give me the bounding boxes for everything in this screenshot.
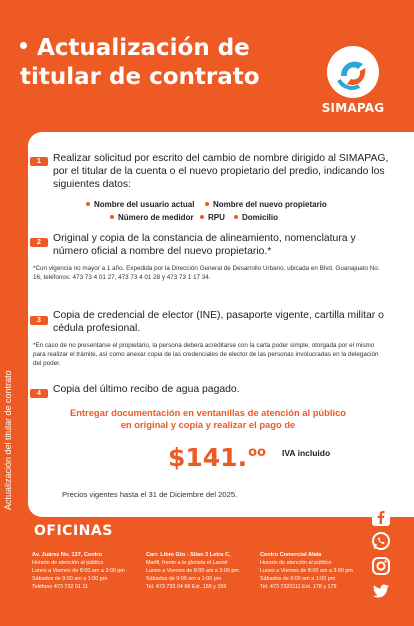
bullet-item: Número de medidor bbox=[110, 213, 194, 222]
offices-title: OFICINAS bbox=[34, 523, 113, 539]
office-line: Sábados de 9:00 am a 1:00 pm bbox=[146, 576, 222, 582]
bullet-item: Nombre del usuario actual bbox=[86, 200, 194, 209]
delivery-line-2: en original y copia y realizar el pago de bbox=[120, 419, 296, 430]
instagram-icon[interactable] bbox=[371, 556, 391, 576]
bullet-item: RPU bbox=[200, 213, 225, 222]
title-line-2: titular de contrato bbox=[20, 64, 260, 90]
office-line: Lunes a Viernes de 8:00 am a 3:00 pm bbox=[146, 568, 239, 574]
step-note: *Con vigencia no mayor a 1 año. Expedida por la Dirección General de Desarrollo Urbano, ubicada en Blvd. Guanajuato No. 16, teléfonos: 473 73 4 01 27, 473 73 4 01 28 y 473 73 1 17 34. bbox=[33, 265, 380, 281]
tax-note: IVA incluido bbox=[282, 448, 331, 458]
step-number: 3 bbox=[30, 316, 48, 325]
office-line: Sábados de 9:00 am a 1:00 pm bbox=[32, 576, 108, 582]
step-number: 1 bbox=[30, 157, 48, 166]
step-text: Realizar solicitud por escrito del cambio de nombre dirigido al SIMAPAG, por el titular de la cuenta o el nuevo propietario del predio, indicando los siguientes datos: bbox=[53, 153, 389, 190]
office-line: Lunes a Viernes de 8:00 am a 3:00 pm bbox=[32, 568, 125, 574]
office-line: Teléfono 473 732 01 11 bbox=[32, 584, 88, 590]
logo-circle bbox=[327, 46, 379, 98]
twitter-icon[interactable] bbox=[371, 581, 391, 601]
office-line: Sábados de 9:00 am a 1:00 pm bbox=[260, 576, 336, 582]
price-amount bbox=[168, 443, 266, 472]
step-number: 2 bbox=[30, 238, 48, 247]
page-title bbox=[20, 34, 320, 92]
office-line: Marfil, frente a la glorieta el Laurel bbox=[146, 560, 228, 566]
office-name: Av. Juárez No. 137, Centro bbox=[32, 552, 102, 558]
title-line-1: Actualización de bbox=[37, 35, 250, 61]
step-number: 4 bbox=[30, 389, 48, 398]
delivery-instructions bbox=[58, 407, 358, 431]
bullet-dot bbox=[20, 42, 27, 49]
office-name: Carr. Libre Gto - Silao 3 Letra C, bbox=[146, 552, 231, 558]
office-block bbox=[146, 551, 256, 591]
validity-note: Precios vigentes hasta el 31 de Diciembre del 2025. bbox=[62, 490, 238, 499]
facebook-icon[interactable] bbox=[371, 507, 391, 527]
step-text: Original y copia de la constancia de alineamiento, nomenclatura y número oficial a nombre del nuevo propietario.* bbox=[53, 233, 356, 257]
office-block bbox=[32, 551, 142, 591]
delivery-line-1: Entregar documentación en ventanillas de atención al público bbox=[69, 407, 347, 418]
whatsapp-icon[interactable] bbox=[371, 531, 391, 551]
office-line: Tel. 473 733 04 68 Ext. 158 y 159 bbox=[146, 584, 227, 590]
side-label-text: Actualización del titular de contrato bbox=[3, 370, 13, 510]
bullet-item: Nombre del nuevo propietario bbox=[205, 200, 327, 209]
office-name: Centro Comercial Alaïa bbox=[260, 552, 322, 558]
office-line: Tel. 473 7320111 Ext. 178 y 179 bbox=[260, 584, 337, 590]
office-line: Horario de atención al público bbox=[32, 560, 104, 566]
step-note: *En caso de no presentarse el propietario, la persona deberá acreditarse con la carta poder simple, otorgada por el mismo para realizar el trámite, así como anexar copia de las credenciales de elector de las personas involucradas en la delegación del poder. bbox=[33, 342, 379, 367]
office-line: Lunes a Viernes de 8:00 am a 3:00 pm bbox=[260, 568, 353, 574]
price-cents: oo bbox=[248, 445, 266, 460]
logo-text: SIMAPAG bbox=[321, 101, 385, 115]
simapag-logo bbox=[318, 46, 388, 122]
step-text: Copia de credencial de elector (INE), pasaporte vigente, cartilla militar o cédula profesional. bbox=[53, 310, 384, 334]
price-main: $141. bbox=[168, 443, 248, 472]
step-text: Copia del último recibo de agua pagado. bbox=[53, 384, 240, 395]
office-line: Horario de atención al público bbox=[260, 560, 332, 566]
side-label bbox=[3, 320, 15, 510]
bullet-item: Domicilio bbox=[234, 213, 278, 222]
office-block bbox=[260, 551, 370, 591]
